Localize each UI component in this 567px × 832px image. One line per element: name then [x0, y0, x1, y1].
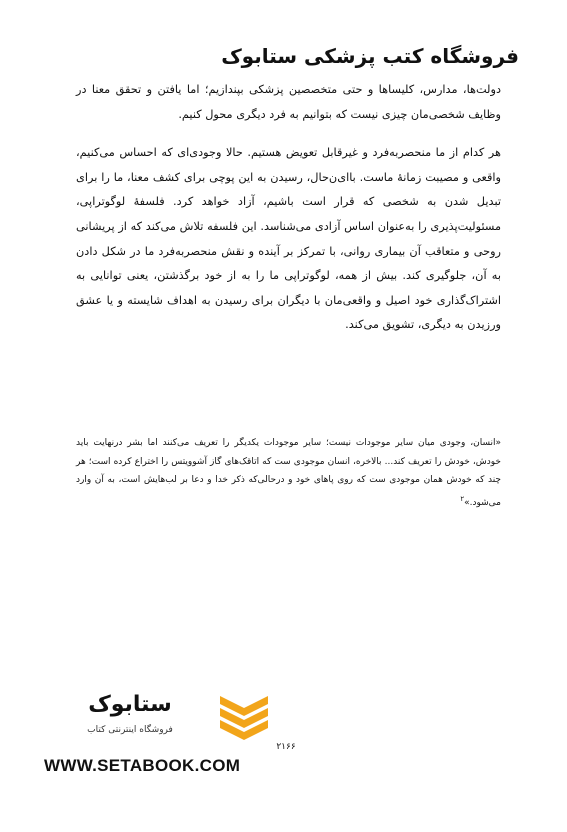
paragraph-1: دولت‌ها، مدارس، کلیساها و حتی متخصصین پزشکی بپندازیم؛ اما یافتن و تحقق معنا در وظایف شخصی‌مان چیزی نیست که بتوانیم به فرد دیگری محول کنیم. — [76, 83, 501, 121]
quote-block — [76, 434, 501, 512]
page-header-title: فروشگاه کتب پزشکی ستابوک — [221, 44, 519, 68]
paragraph-2: هر کدام از ما منحصربه‌فرد و غیرقابل تعویض هستیم. حالا وجودی‌ای که احساس می‌کنیم، واقعی و مصیبت زمانهٔ ماست. باای‌ن‌حال، رسیدن به این پوچی برای کشف معنا، ما را برای تبدیل شدن به شخصی که قرار است باشیم، آزاد خواهد کرد. فلسفهٔ لوگوتراپی، مسئولیت‌پذیری را به‌عنوان اساس آزادی می‌شناسد. این فلسفه تلاش می‌کند که از پریشانی روحی و متعاقب آن بیماری روانی، با تمرکز بر آینده و نقش منحصربه‌فرد ما در شکل دادن به آن، جلوگیری کند. بیش از همه، لوگوتراپی ما را به از خود برگذشتن، یعنی توانایی به اشتراک‌گذاری خود اصیل و واقعی‌مان با دیگران برای رسیدن به اهداف شایسته و یا عشق ورزیدن به دیگری، تشویق می‌کند. — [76, 146, 501, 332]
footnote-marker: ۲ — [460, 494, 465, 503]
publisher-logo — [44, 688, 284, 748]
logo-wordmark — [52, 692, 208, 735]
page-number: ۲۱۶۶ — [276, 742, 296, 752]
body-text — [76, 78, 501, 338]
website-url[interactable]: WWW.SETABOOK.COM — [44, 756, 241, 775]
chevron-stack-icon — [216, 692, 272, 740]
logo-name: ستابوک — [88, 692, 172, 717]
quote-text: «انسان، وجودی میان سایر موجودات نیست؛ سایر موجودات یکدیگر را تعریف می‌کنند اما بشر درنهایت باید خودش، خودش را تعریف کند... بالاخره، انسان موجودی ست که اتاقک‌های گاز آشوویتس را اختراع کرده است؛ هر چند که خودش همان موجودی ست که روی پاهای خود و درحالی‌که ذکر خدا و دعا بر لب‌هایش است، به آن وارد می‌شود.» — [76, 438, 501, 508]
logo-tagline: فروشگاه اینترنتی کتاب — [87, 725, 173, 735]
